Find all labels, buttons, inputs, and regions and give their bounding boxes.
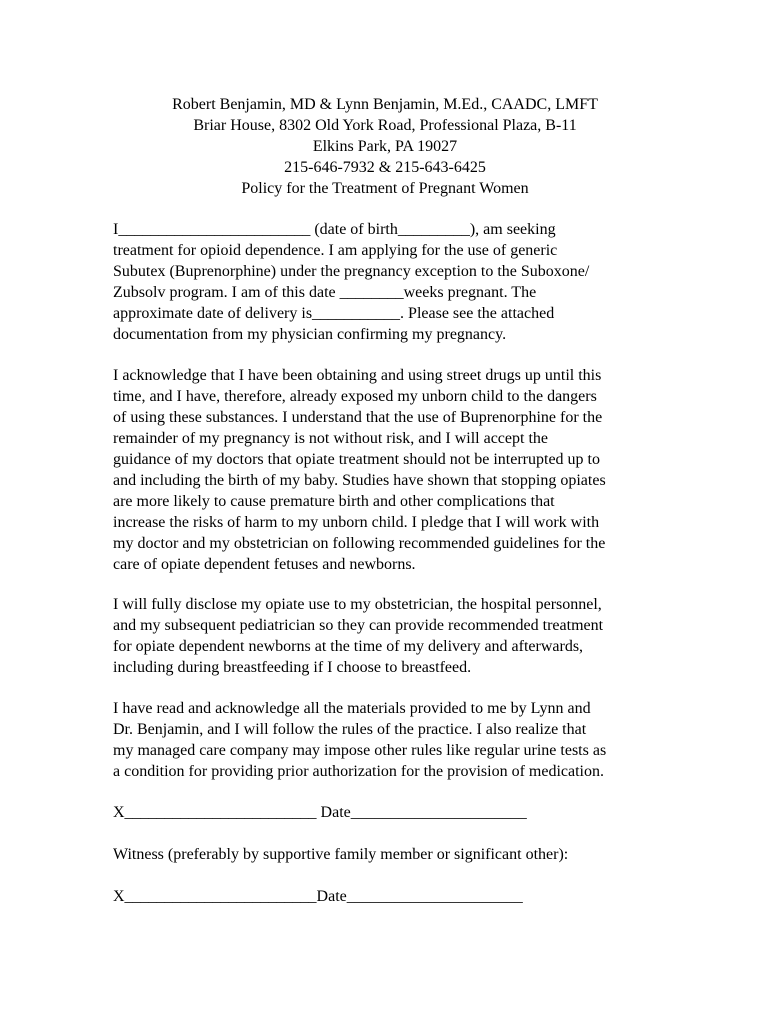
paragraph-line: and my subsequent pediatrician so they can provide recommended treatment <box>113 617 604 634</box>
phone-numbers: 215-646-7932 & 215-643-6425 <box>284 159 486 176</box>
paragraph-line: I________________________ (date of birth_________), am seeking <box>113 221 556 238</box>
paragraph-line: I will fully disclose my opiate use to my obstetrician, the hospital personnel, <box>113 596 602 613</box>
paragraph-line: Dr. Benjamin, and I will follow the rules of the practice. I also realize that <box>113 721 587 738</box>
paragraph-line: are more likely to cause premature birth and other complications that <box>113 493 555 510</box>
paragraph-line: Subutex (Buprenorphine) under the pregnancy exception to the Suboxone/ <box>113 263 590 280</box>
document-title: Policy for the Treatment of Pregnant Women <box>241 180 529 197</box>
acknowledgement-paragraph <box>113 365 606 575</box>
disclosure-paragraph <box>113 594 603 678</box>
paragraph-line: approximate date of delivery is___________. Please see the attached <box>113 305 555 322</box>
patient-info-paragraph <box>113 219 589 345</box>
paragraph-line: care of opiate dependent fetuses and newborns. <box>113 556 416 573</box>
paragraph-line: and including the birth of my baby. Studies have shown that stopping opiates <box>113 472 606 489</box>
paragraph-line: time, and I have, therefore, already exposed my unborn child to the dangers <box>113 388 597 405</box>
patient-signature-line[interactable]: X________________________ Date______________________ <box>113 804 527 821</box>
paragraph-line: including during breastfeeding if I choose to breastfeed. <box>113 659 472 676</box>
witness-label: Witness (preferably by supportive family member or significant other): <box>113 846 569 863</box>
paragraph-line: my managed care company may impose other rules like regular urine tests as <box>113 742 607 759</box>
letterhead <box>0 94 770 199</box>
street-address: Briar House, 8302 Old York Road, Professional Plaza, B-11 <box>193 117 577 134</box>
witness-signature-line[interactable]: X________________________Date______________________ <box>113 888 523 905</box>
paragraph-line: a condition for providing prior authorization for the provision of medication. <box>113 763 604 780</box>
paragraph-line: for opiate dependent newborns at the time of my delivery and afterwards, <box>113 638 584 655</box>
paragraph-line: remainder of my pregnancy is not without risk, and I will accept the <box>113 430 548 447</box>
paragraph-line: Zubsolv program. I am of this date ________weeks pregnant. The <box>113 284 537 301</box>
paragraph-line: increase the risks of harm to my unborn child. I pledge that I will work with <box>113 514 600 531</box>
paragraph-line: guidance of my doctors that opiate treatment should not be interrupted up to <box>113 451 600 468</box>
city-state-zip: Elkins Park, PA 19027 <box>312 138 458 155</box>
practitioner-names: Robert Benjamin, MD & Lynn Benjamin, M.Ed., CAADC, LMFT <box>172 96 598 113</box>
paragraph-line: I acknowledge that I have been obtaining and using street drugs up until this <box>113 367 602 384</box>
paragraph-line: my doctor and my obstetrician on following recommended guidelines for the <box>113 535 606 552</box>
paragraph-line: of using these substances. I understand that the use of Buprenorphine for the <box>113 409 603 426</box>
paragraph-line: treatment for opioid dependence. I am applying for the use of generic <box>113 242 558 259</box>
paragraph-line: documentation from my physician confirming my pregnancy. <box>113 326 507 343</box>
rules-paragraph <box>113 698 606 782</box>
paragraph-line: I have read and acknowledge all the materials provided to me by Lynn and <box>113 700 591 717</box>
